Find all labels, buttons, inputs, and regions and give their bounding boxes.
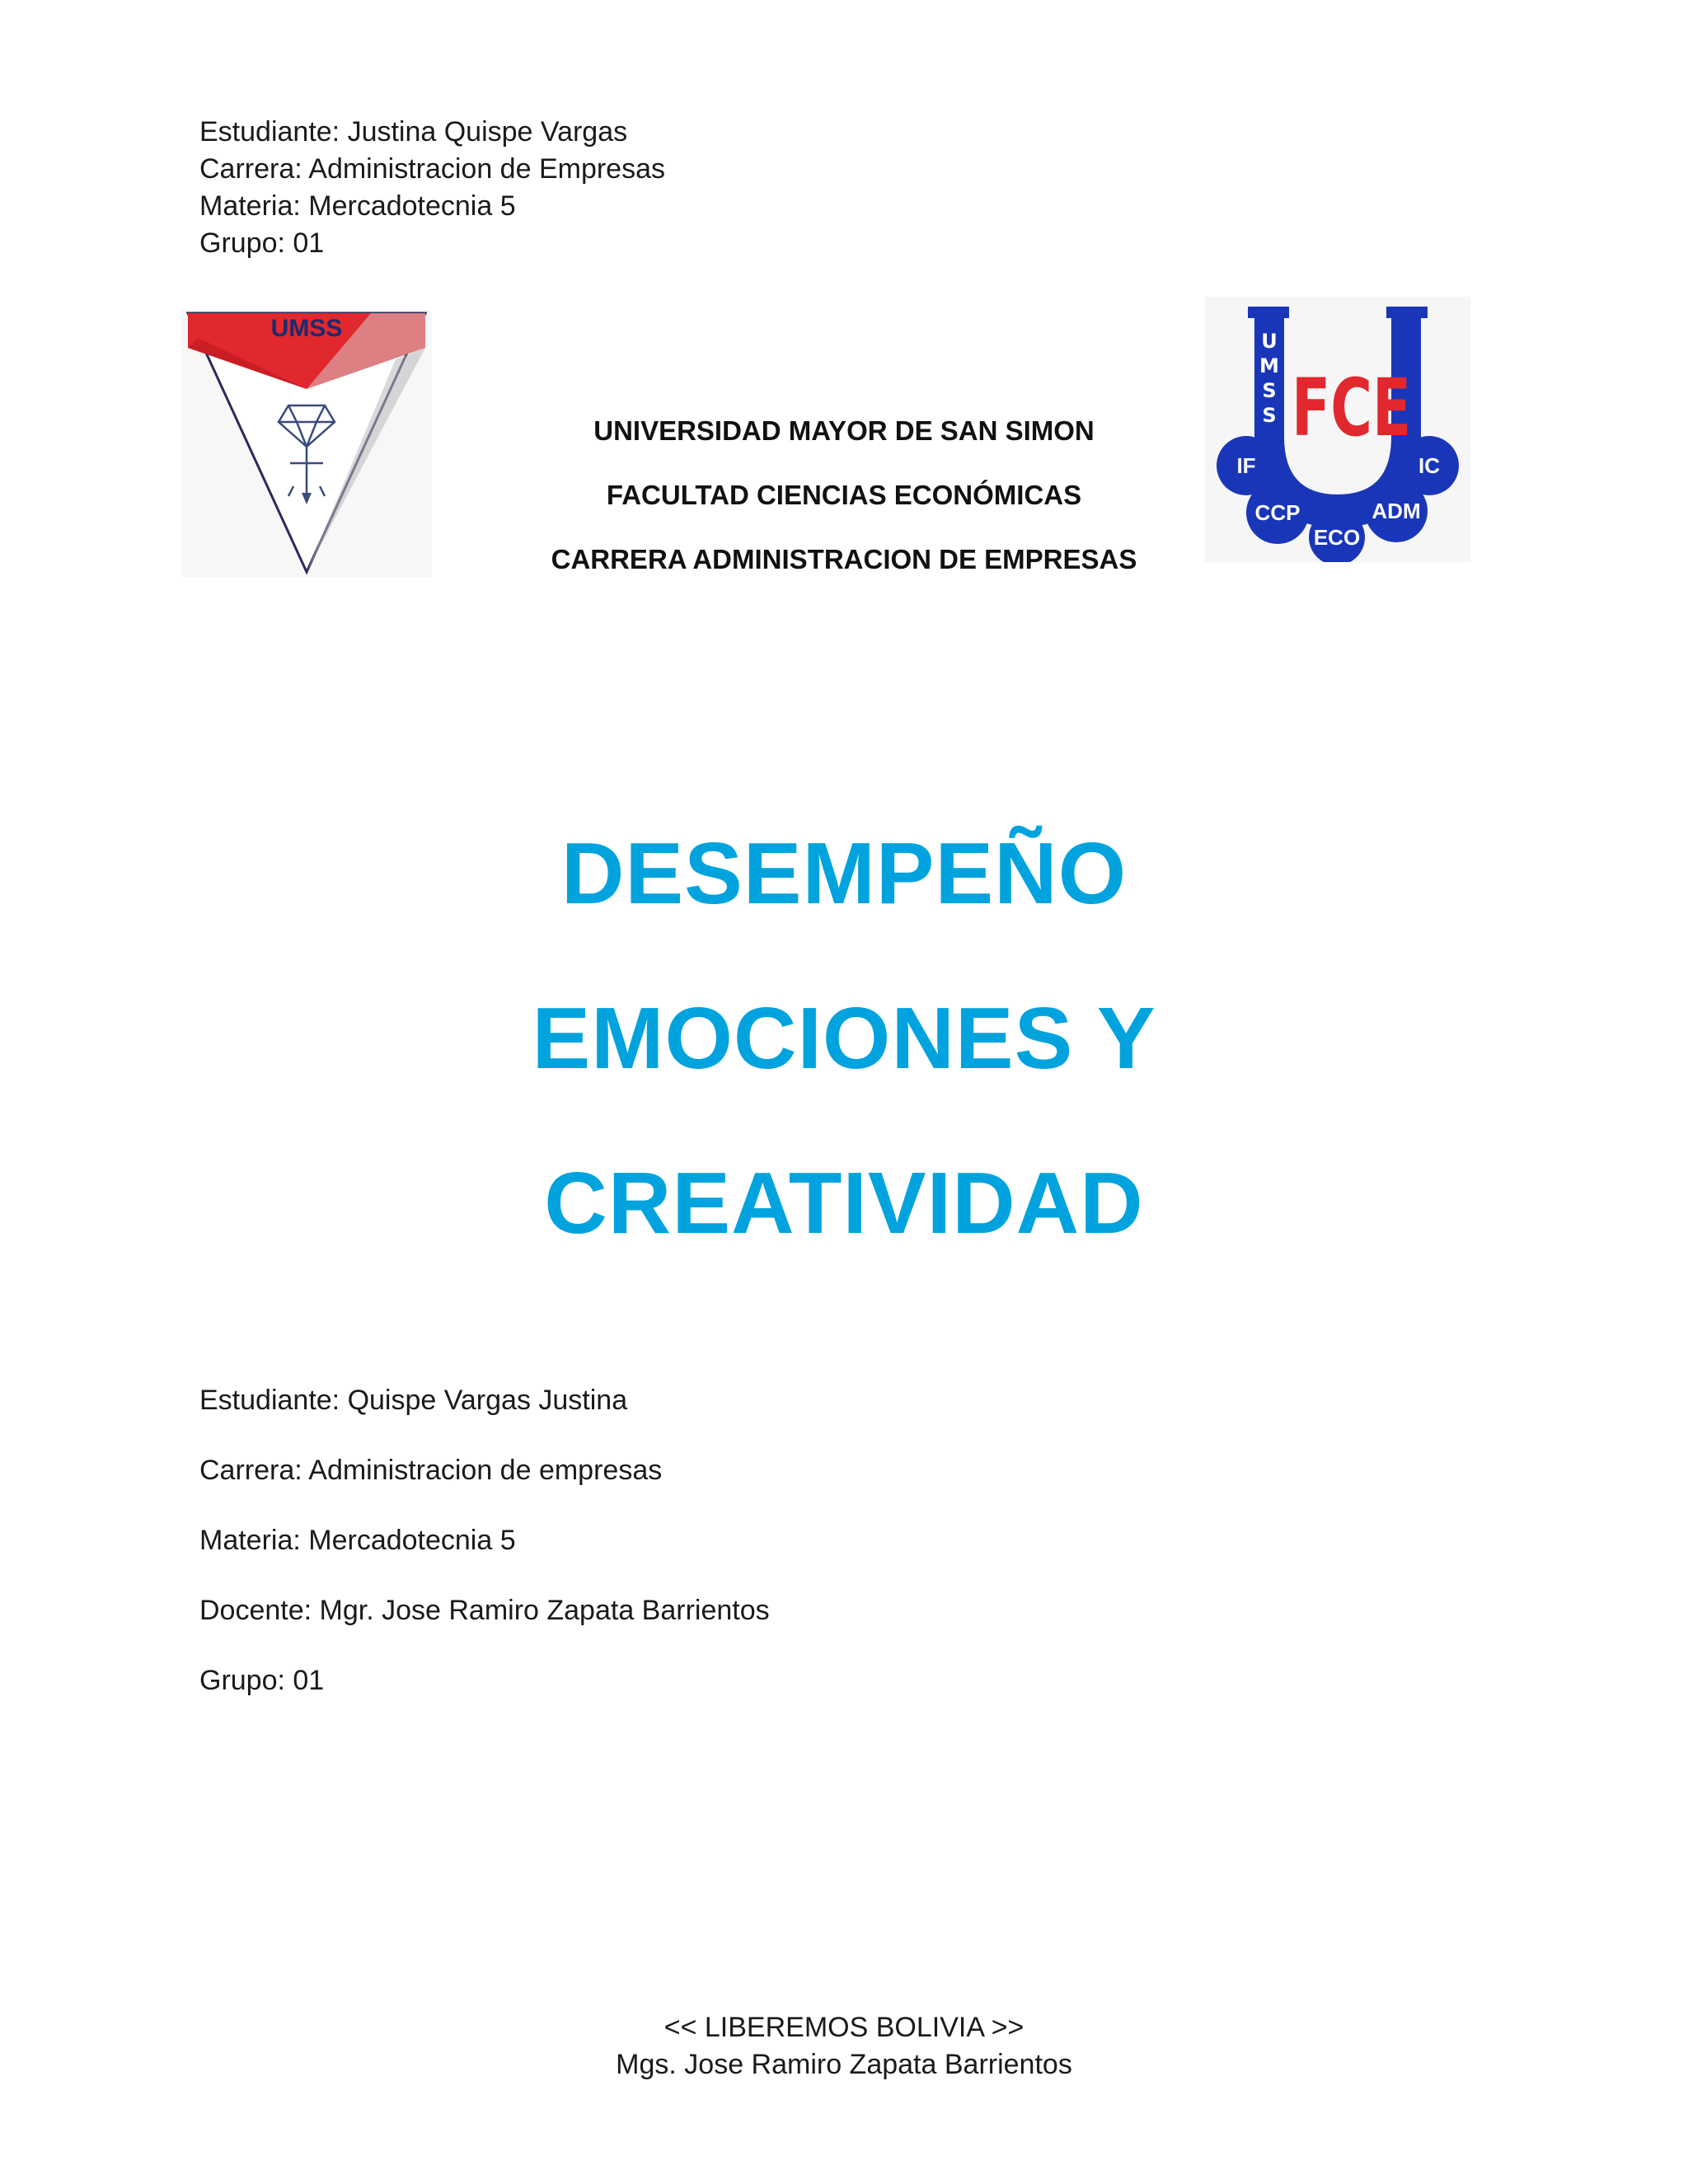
university-name: UNIVERSIDAD MAYOR DE SAN SIMON [593,415,1095,446]
info-student: Estudiante: Quispe Vargas Justina [199,1385,628,1416]
fce-circle-ic: IC [1418,453,1440,478]
header-student: Estudiante: Justina Quispe Vargas [199,116,628,148]
fce-circle-adm: ADM [1372,499,1421,523]
header-info [199,114,665,262]
info-teacher: Docente: Mgr. Jose Ramiro Zapata Barrientos [199,1595,770,1626]
footer [0,2009,1688,2083]
header-career: Carrera: Administracion de Empresas [199,153,666,185]
title-line-1: DESEMPEÑO [560,825,1128,922]
info-group: Grupo: 01 [199,1665,325,1696]
title-line-2: EMOCIONES Y [532,990,1156,1087]
info-subject: Materia: Mercadotecnia 5 [199,1525,516,1556]
fce-circle-eco: ECO [1313,525,1361,550]
umss-logo-text: UMSS [270,315,343,342]
career-name: CARRERA ADMINISTRACION DE EMPRESAS [551,544,1137,574]
header-group: Grupo: 01 [199,227,325,259]
fce-circle-if: IF [1236,453,1256,478]
student-info [199,1385,770,1735]
footer-author: Mgs. Jose Ramiro Zapata Barrientos [616,2049,1072,2080]
header-subject: Materia: Mercadotecnia 5 [199,190,516,222]
fce-logo-text: FCE [1292,361,1412,455]
footer-motto: << LIBEREMOS BOLIVIA >> [663,2012,1025,2043]
title-line-3: CREATIVIDAD [544,1155,1144,1252]
fce-circle-ccp: CCP [1254,500,1301,525]
faculty-name: FACULTAD CIENCIAS ECONÓMICAS [606,480,1082,510]
info-career: Carrera: Administracion de empresas [199,1455,663,1486]
fce-vertical-text: U M S S [1259,330,1279,427]
